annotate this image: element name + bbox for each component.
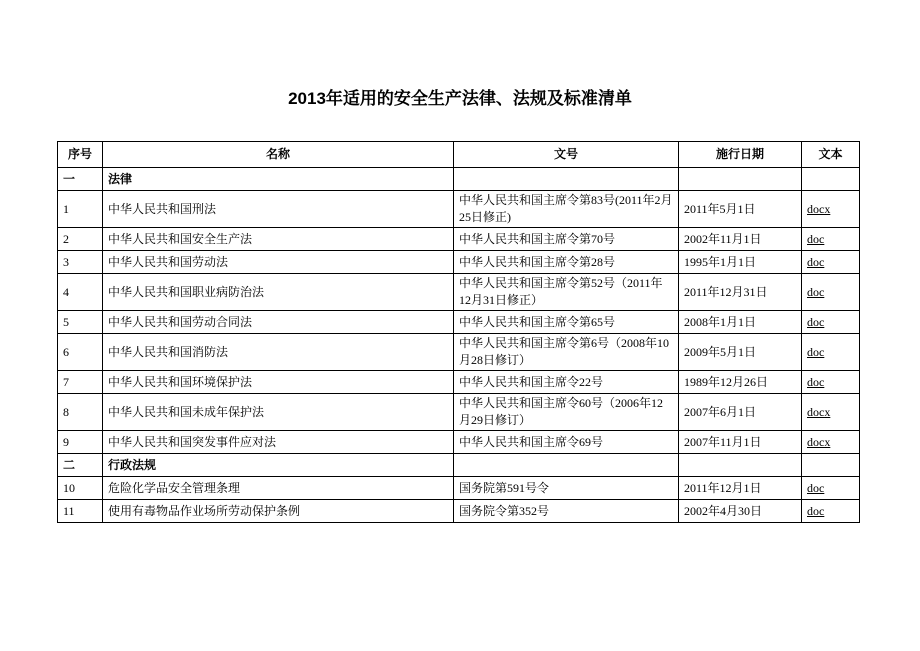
row-date: 2009年5月1日 <box>679 334 802 371</box>
section-row-law <box>58 168 860 191</box>
row-name: 中华人民共和国未成年保护法 <box>103 394 454 431</box>
row-number: 10 <box>58 477 103 500</box>
row-date: 2008年1月1日 <box>679 311 802 334</box>
row-doc-number: 中华人民共和国主席令第70号 <box>454 228 679 251</box>
table-row <box>58 477 860 500</box>
table-row <box>58 251 860 274</box>
row-name: 中华人民共和国消防法 <box>103 334 454 371</box>
header-doc-number: 文号 <box>454 142 679 168</box>
table-row <box>58 500 860 523</box>
row-name: 中华人民共和国劳动合同法 <box>103 311 454 334</box>
section-label: 行政法规 <box>103 454 454 477</box>
row-date: 2011年5月1日 <box>679 191 802 228</box>
page-title: 2013年适用的安全生产法律、法规及标准清单 <box>288 89 632 108</box>
row-number: 8 <box>58 394 103 431</box>
row-name: 中华人民共和国职业病防治法 <box>103 274 454 311</box>
row-date: 2011年12月1日 <box>679 477 802 500</box>
row-number: 5 <box>58 311 103 334</box>
file-link[interactable]: doc <box>807 480 825 495</box>
table-row <box>58 191 860 228</box>
section-label: 法律 <box>103 168 454 191</box>
row-doc-number: 中华人民共和国主席令22号 <box>454 371 679 394</box>
row-name: 中华人民共和国安全生产法 <box>103 228 454 251</box>
row-date: 1989年12月26日 <box>679 371 802 394</box>
row-name: 中华人民共和国突发事件应对法 <box>103 431 454 454</box>
row-number: 9 <box>58 431 103 454</box>
section-row-regulations <box>58 454 860 477</box>
table-row <box>58 311 860 334</box>
row-number: 7 <box>58 371 103 394</box>
section-number: 二 <box>58 454 103 477</box>
header-index: 序号 <box>58 142 103 168</box>
file-link[interactable]: doc <box>807 231 825 246</box>
file-link[interactable]: doc <box>807 503 825 518</box>
regulation-table <box>57 141 860 523</box>
row-doc-number: 中华人民共和国主席令第83号(2011年2月25日修正) <box>454 191 679 228</box>
file-link[interactable]: doc <box>807 374 825 389</box>
table-row <box>58 371 860 394</box>
row-number: 1 <box>58 191 103 228</box>
row-doc-number: 国务院令第352号 <box>454 500 679 523</box>
row-date: 2007年11月1日 <box>679 431 802 454</box>
row-date: 2011年12月31日 <box>679 274 802 311</box>
row-doc-number: 中华人民共和国主席令69号 <box>454 431 679 454</box>
file-link[interactable]: doc <box>807 254 825 269</box>
row-name: 中华人民共和国劳动法 <box>103 251 454 274</box>
table-row <box>58 431 860 454</box>
table-row <box>58 394 860 431</box>
file-link[interactable]: docx <box>807 404 831 419</box>
row-number: 2 <box>58 228 103 251</box>
header-name: 名称 <box>103 142 454 168</box>
file-link[interactable]: docx <box>807 434 831 449</box>
row-date: 2002年11月1日 <box>679 228 802 251</box>
file-link[interactable]: doc <box>807 284 825 299</box>
row-number: 6 <box>58 334 103 371</box>
row-number: 3 <box>58 251 103 274</box>
row-doc-number: 中华人民共和国主席令第65号 <box>454 311 679 334</box>
row-doc-number: 中华人民共和国主席令第52号（2011年12月31日修正） <box>454 274 679 311</box>
header-text: 文本 <box>802 142 860 168</box>
row-doc-number: 中华人民共和国主席令60号（2006年12月29日修订） <box>454 394 679 431</box>
row-name: 危险化学品安全管理条理 <box>103 477 454 500</box>
file-link[interactable]: doc <box>807 344 825 359</box>
row-name: 中华人民共和国刑法 <box>103 191 454 228</box>
row-date: 2007年6月1日 <box>679 394 802 431</box>
table-header-row <box>58 142 860 168</box>
row-number: 11 <box>58 500 103 523</box>
file-link[interactable]: doc <box>807 314 825 329</box>
row-name: 中华人民共和国环境保护法 <box>103 371 454 394</box>
row-number: 4 <box>58 274 103 311</box>
row-date: 1995年1月1日 <box>679 251 802 274</box>
header-effective-date: 施行日期 <box>679 142 802 168</box>
row-doc-number: 国务院第591号令 <box>454 477 679 500</box>
table-row <box>58 274 860 311</box>
row-date: 2002年4月30日 <box>679 500 802 523</box>
row-name: 使用有毒物品作业场所劳动保护条例 <box>103 500 454 523</box>
table-row <box>58 228 860 251</box>
row-doc-number: 中华人民共和国主席令第28号 <box>454 251 679 274</box>
section-number: 一 <box>58 168 103 191</box>
row-doc-number: 中华人民共和国主席令第6号（2008年10月28日修订） <box>454 334 679 371</box>
table-row <box>58 334 860 371</box>
file-link[interactable]: docx <box>807 201 831 216</box>
